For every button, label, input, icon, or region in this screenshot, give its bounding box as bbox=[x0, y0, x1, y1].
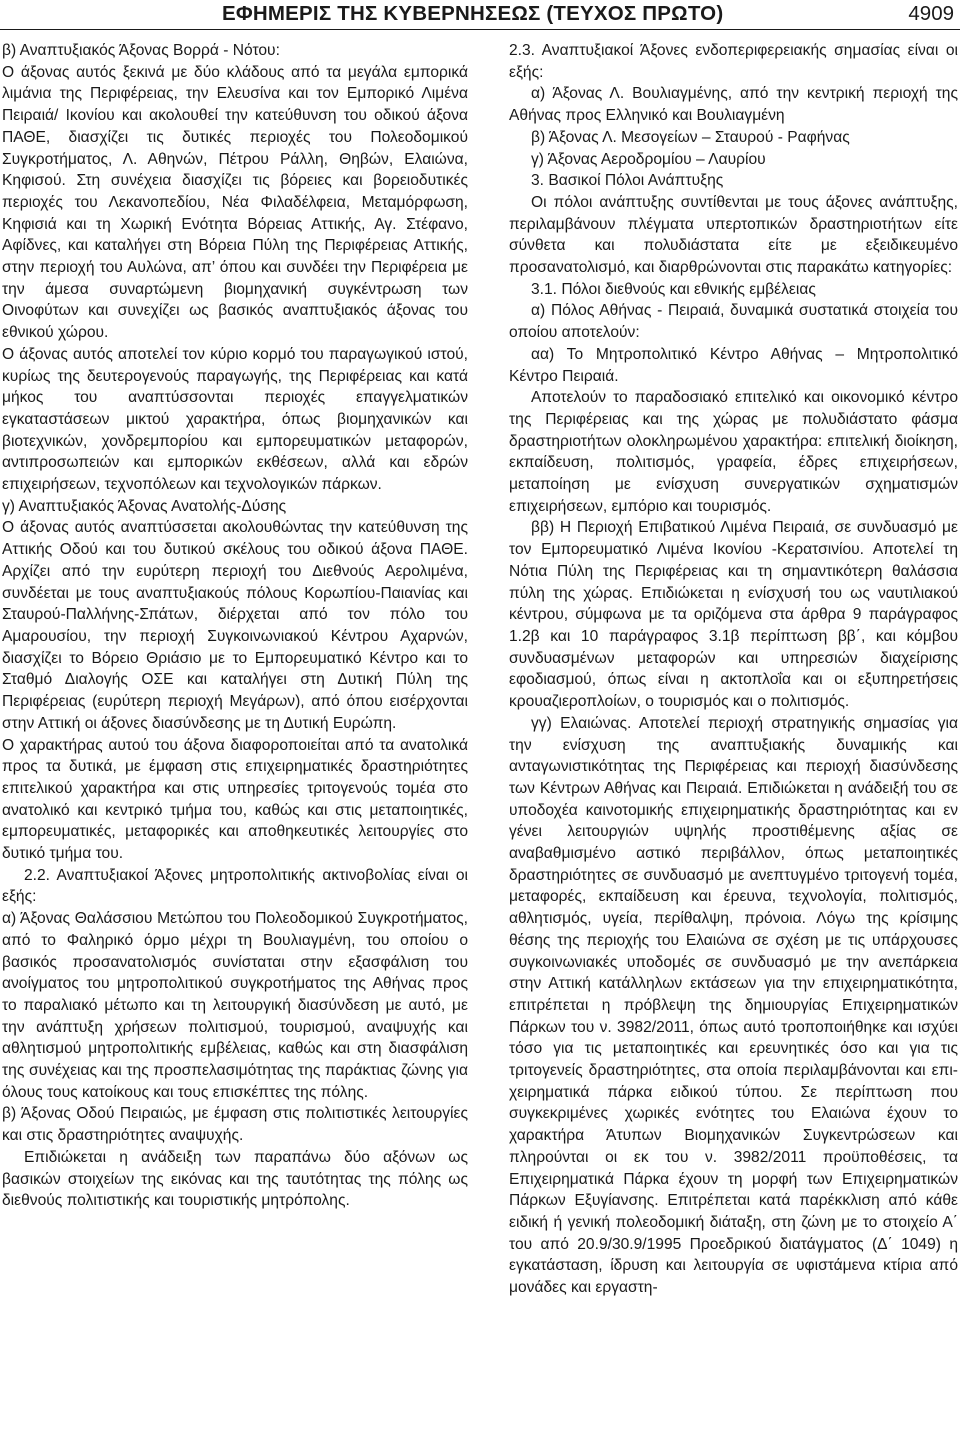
page-header bbox=[0, 0, 960, 30]
section-heading-2-3: 2.3. Αναπτυξιακοί Άξονες ενδοπεριφερειακής σημασίας είναι οι εξής: bbox=[509, 42, 958, 81]
list-item: γ) Άξονας Αεροδρομίου – Λαυρίου bbox=[531, 150, 766, 168]
section-heading-north-south: β) Αναπτυξιακός Άξονας Βορρά - Νότου: bbox=[2, 42, 280, 59]
paragraph: Ο άξονας αυτός αναπτύσσεται ακολουθώντας την κατεύθυνση της Αττικής Οδού και του δυτικού σκέλους του οδικού άξονα ΠΑΘΕ. Αρχίζει από την ευρύτερη περιοχή του Διεθνούς Αερολιμένα, συνδέεται με τους αναπτυξιακούς πόλους Κορωπίου-Παιανίας και Σταυρού-Παλλήνης-Σπάτων, διέρχεται από τον πόλο του Αμαρουσίου, την περιοχή Συγκοινωνιακού Κέντρου Αχαρνών, διασχίζει το Βόρειο Θριάσιο με το Εμπορευματικό Κέντρο και το Σταθμό Διαλογής ΟΣΕ και καταλήγει στη Δυτική Πύλη της Περιφέρειας (ευρύτερη περιοχή Μεγάρων), από όπου εισέρχονται στην Αττική οι άξονες διασύνδεσης με τη Δυτική Ευρώπη. bbox=[2, 519, 468, 732]
paragraph: Ο άξονας αυτός ξεκινά με δύο κλάδους από τα μεγάλα εμπορικά λιμάνια της Περιφέρειας, την Ελευσίνα και τον Εμπορικό Λιμένα Πειραιά/ Ικονίου και ακολουθεί την κατεύθυνση του οδικού άξονα ΠΑΘΕ, διασχίζει τις δυτικές περιοχές του Πολεοδομικού Συγκροτήματος, Λ. Αθηνών, Πέτρου Ράλλη, Θηβών, Ελαιώνα, Κηφισού. Στη συνέχεια διασχίζει τις βόρειες και βορειοδυτικές περιοχές του Λεκανοπεδίου, Νέα Φιλαδέλφεια, Μεταμόρφωση, Κηφισιά και τη Χωρική Ενότητα Βόρειας Αττικής, Αγ. Στέφανο, Αφίδνες, και καταλήγει στη Βόρεια Πύλη της Περιφέρειας Αττικής, στην περιοχή του Αυλώνα, απ’ όπου και συνδέει την Περιφέρεια με την άμεσα συναρτώμενη βιομηχανική συγκέντρωση των Οινοφύτων και συνεχίζει ως βασικός αναπτυξιακός άξονας του εθνικού χώρου. bbox=[2, 63, 468, 342]
list-item: α) Άξονας Λ. Βουλιαγμένης, από την κεντρική περιοχή της Αθήνας προς Ελληνικό και Βουλιαγμένη bbox=[509, 85, 958, 125]
gazette-title: ΕΦΗΜΕΡΙΣ ΤΗΣ ΚΥΒΕΡΝΗΣΕΩΣ (ΤΕΥΧΟΣ ΠΡΩΤΟ) bbox=[222, 2, 724, 25]
section-heading-3-1: 3.1. Πόλοι διεθνούς και εθνικής εμβέλειας bbox=[531, 280, 816, 298]
paragraph: β) Άξονας Οδού Πειραιώς, με έμφαση στις πολιτιστικές λειτουργίες και στις δραστηριότητες αναψυχής. bbox=[2, 1105, 468, 1145]
paragraph: α) Πόλος Αθήνας - Πειραιά, δυναμικά συστατικά στοιχεία του οποίου αποτελούν: bbox=[509, 302, 958, 342]
paragraph: αα) Το Μητροπολιτικό Κέντρο Αθήνας – Μητροπολιτικό Κέντρο Πειραιά. bbox=[509, 345, 958, 385]
header-divider bbox=[0, 29, 960, 30]
paragraph: α) Άξονας Θαλάσσιου Μετώπου του Πολεοδομικού Συγκροτήματος, από το Φαληρικό όρμο μέχρι τη Βουλιαγμένη, του οποίου ο βασικός προσανατολισμός συνίσταται στην εξασφάλιση του ανοίγματος του μητροπολιτικού συγκροτήματος της Αθήνας προς το παραλιακό μέτωπο και τη λειτουργική διασύνδεση με αυτό, με την ανάπτυξη χρήσεων πολιτισμού, τουρισμού, αναψυχής και αθλητισμού μητροπολιτικής εμβέλειας, καθώς και στη διασφάλιση της συνέχειας και της προσπελασιμότητας της παράκτιας ζώνης για όλους τους κατοίκους και τους επισκέπτες της πόλης. bbox=[2, 910, 468, 1101]
paragraph: ββ) Η Περιοχή Επιβατικού Λιμένα Πειραιά, σε συνδυασμό με τον Εμπορευματικό Λιμένα Ικονίου -Κερατσινίου. Αποτελεί τη Νότια Πύλη της Περιφέρειας και τη σημαντικότερη θαλάσσια πύλη της χώρας. Επιδιώκεται η ενίσχυσή του ως ναυτιλιακού κέντρου, σύμφωνα με τα οριζόμενα στα άρθρα 9 παράγραφος 1.2β και 10 παράγραφος 3.1β περίπτωση ββ΄, και κόμβου συνδυασμένων μεταφορών και υπηρεσιών διαχείρισης εφοδιασμού, όπως είναι η ακτοπλοΐα και οι εξυπηρετήσεις κρουαζιεροπλοίων, ο τουρισμός και ο πολιτισμός. bbox=[509, 519, 958, 711]
right-column bbox=[509, 40, 958, 1299]
section-heading-east-west: γ) Αναπτυξιακός Άξονας Ανατολής-Δύσης bbox=[2, 497, 287, 515]
list-item: β) Άξονας Λ. Μεσογείων – Σταυρού - Ραφήνας bbox=[531, 128, 850, 146]
paragraph: Επιδιώκεται η ανάδειξη των παραπάνω δύο αξόνων ως βασικών στοιχείων της εικόνας και της ταυτότητας της πόλης ως διεθνούς πολιτιστικής και τουριστικής μητρόπολης. bbox=[2, 1148, 468, 1210]
page-number: 4909 bbox=[908, 2, 954, 25]
paragraph: Αποτελούν το παραδοσιακό επιτελικό και οικονομικό κέντρο της Περιφέρειας και της χώρας με πολυδιάστατο φάσμα δραστηριοτήτων ολοκληρωμένου χαρακτήρα: επιτελική διοίκηση, εκπαίδευση, πολιτισμός, γραφεία, έδρες επιχειρήσεων, μεταποίηση με ενίσχυση συνεργατικών σχηματισμών επιχειρήσεων, εμπόριο και τουρισμός. bbox=[509, 389, 958, 515]
paragraph: Ο άξονας αυτός αποτελεί τον κύριο κορμό του παραγωγικού ιστού, κυρίως της δευτερογενούς παραγωγής, της Περιφέρειας και κατά μήκος του αναπτύσσονται περιοχές επαγγελματικών εγκαταστάσεων μικτού χαρακτήρα, όπως βιομηχανικών και βιοτεχνικών, χονδρεμπορίου και εμπορευματικών μεταφορών, αντιπροσωπειών και εμπορικών εκθέσεων, αλλά και εδρών επιχειρήσεων, τεχνοπόλεων και τεχνολογικών πάρκων. bbox=[2, 345, 468, 494]
paragraph: Ο χαρακτήρας αυτού του άξονα διαφοροποιείται από τα ανατολικά προς τα δυτικά, με έμφαση στις επιχειρηματικές δραστηριότητες επιτελικού χαρακτήρα και στις υπηρεσίες τριτογενούς τομέα στο ανατολικό και κεντρικό τμήμα του, καθώς και στις μεταποιητικές, εμπορευματικές, μεταφορικές και αποθηκευτικές λειτουργίες στο δυτικό τμήμα του. bbox=[2, 736, 468, 863]
left-column bbox=[2, 40, 468, 1212]
section-heading-3: 3. Βασικοί Πόλοι Ανάπτυξης bbox=[531, 172, 724, 190]
section-heading-2-2: 2.2. Αναπτυξιακοί Άξονες μητροπολιτικής ακτινοβολίας είναι οι εξής: bbox=[2, 866, 468, 906]
paragraph: Οι πόλοι ανάπτυξης συντίθενται με τους άξονες ανάπτυξης, περιλαμβάνουν πλέγματα υπερτοπικών δραστηριοτήτων είτε σύνθετα και πολυδιάστατα είτε με εξειδικευμένο προσανατολισμό, και διαρθρώνονται στις παρακάτω κατηγορίες: bbox=[509, 193, 958, 277]
paragraph: γγ) Ελαιώνας. Αποτελεί περιοχή στρατηγικής σημασίας για την ενίσχυση της αναπτυξιακής δυναμικής και ανταγωνιστικότητας της Περιφέρειας και περιοχή διασύνδεσης των Κέντρων Αθήνας και Πειραιά. Επιδιώκεται η ανάδειξή του σε υποδοχέα καινοτομικής επιχειρηματικής δραστηριότητας και εν γένει λειτουργιών υψηλής προστιθέμενης αξίας σε αναβαθμισμένο αστικό περιβάλλον, όπως μεταποιητικές δραστηριότητες σε συνδυασμό με ανεπτυγμένο τριτογενή τομέα, μεταφορές, εκπαίδευση και έρευνα, τεχνολογία, πολιτισμός, αθλητισμός, υγεία, περίθαλψη, πρόνοια. Λόγω της κρίσιμης θέσης της περιοχής του Ελαιώνα σε σχέση με τις υπάρχουσες συγκοινωνιακές υποδομές σε συνδυασμό με την ανεπάρκεια στην Αττική κατάλληλων εκτάσεων για την επιχειρηματικότητα, επιτρέπεται η πρόβλεψη της δημιουργίας Επιχειρηματικών Πάρκων του ν. 3982/2011, όπως αυτό τροποποιήθηκε και ισχύει τόσο για τις μεταποιητικές και ερευνητικές όσο και για τις τριτογενείς δραστηριότητες, στα οποία περιλαμβάνονται και επιχειρηματικά πάρκα ειδικού τύπου. Σε περίπτωση που συγκεκριμένες χωρικές ενότητες του Ελαιώνα έχουν το χαρακτήρα Άτυπων Βιομηχανικών Συγκεντρώσεων και πληρούνται οι εκ του ν. 3982/2011 προϋποθέσεις, τα Επιχειρηματικά Πάρκα έχουν τη μορφή των Επιχειρηματικών Πάρκων Εξυγίανσης. Επιτρέπεται κατά παρέκκλιση από κάθε ειδική ή γενική πολεοδομική διάταξη, στη ζώνη με το στοιχείο Α΄ του από 20.9/30.9/1995 Προεδρικού διατάγματος (Δ΄ 1049) η εγκατάσταση, ίδρυση και λειτουργία σε υφιστάμενα κτίρια από μονάδες και εργαστη- bbox=[509, 714, 958, 1297]
